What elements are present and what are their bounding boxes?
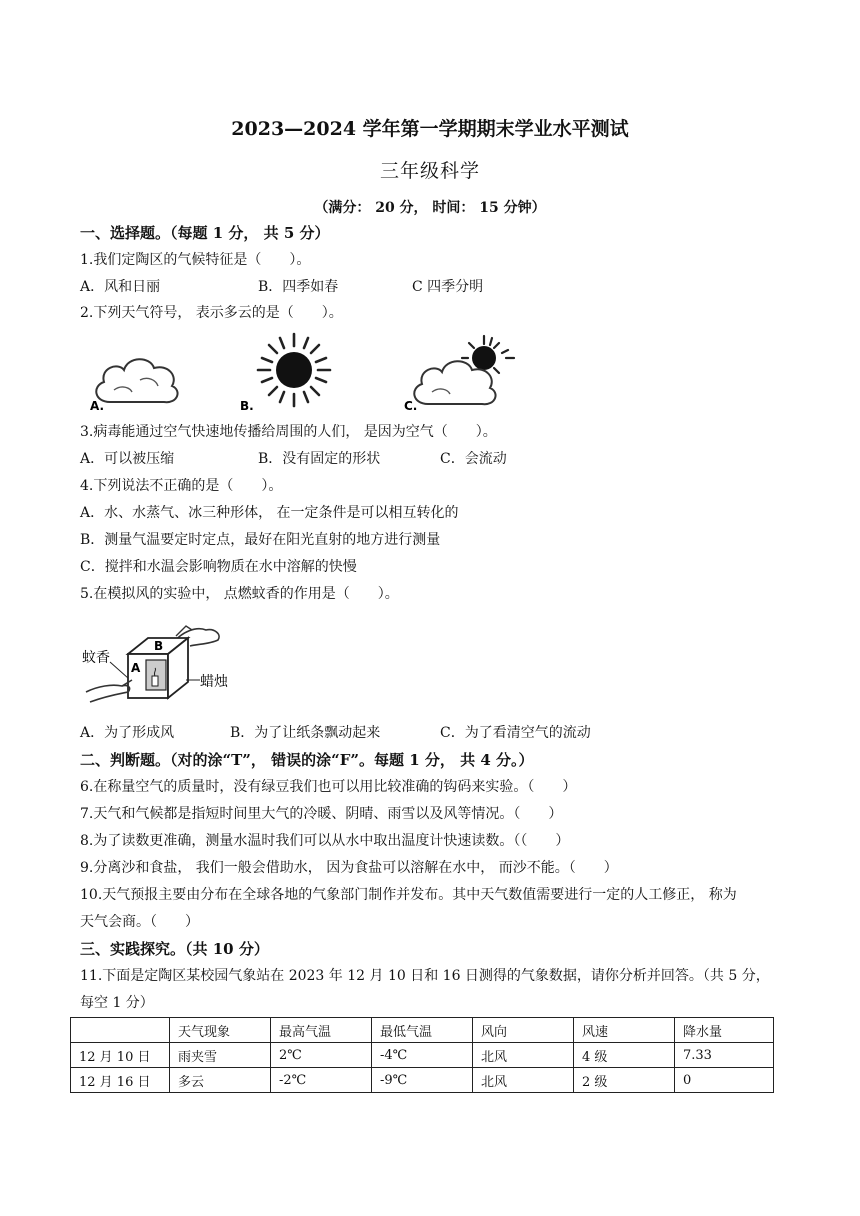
table-header-cell: [71, 1018, 170, 1043]
q1-option-b: B．四季如春: [258, 279, 339, 295]
q5-option-b: B．为了让纸条飘动起来: [230, 725, 381, 741]
table-cell: 12 月 10 日: [71, 1043, 170, 1068]
table-cell: -2℃: [271, 1068, 372, 1093]
partly-cloudy-icon: [398, 330, 518, 414]
table-cell: -9℃: [372, 1068, 473, 1093]
q11-text-line1: 11.下面是定陶区某校园气象站在 2023 年 12 月 10 日和 16 日测得的气象数据，请你分析并回答。（共 5 分，: [80, 968, 770, 984]
q4-option-a: A．水、水蒸气、冰三种形体， 在一定条件是可以相互转化的: [80, 505, 459, 521]
q2-label-a: A.: [90, 399, 105, 413]
exam-subtitle: 三年级科学: [379, 160, 480, 182]
fig-label-b: B: [154, 639, 164, 653]
q1-option-c: C 四季分明: [412, 279, 484, 295]
fig-label-incense: 蚊香: [82, 650, 110, 666]
table-cell: 雨夹雪: [170, 1043, 271, 1068]
table-cell: 2℃: [271, 1043, 372, 1068]
weather-data-table: [70, 1017, 774, 1093]
table-header-cell: 风速: [574, 1018, 675, 1043]
table-cell: 7.33: [675, 1043, 774, 1068]
q5-option-a: A．为了形成风: [80, 725, 175, 741]
fig-label-a: A: [131, 661, 141, 675]
table-cell: 4 级: [574, 1043, 675, 1068]
q5-stem: 5.在模拟风的实验中， 点燃蚊香的作用是（ ）。: [80, 586, 399, 602]
q1-option-a: A．风和日丽: [80, 279, 161, 295]
section2-heading: 二、判断题。（对的涂“T”， 错误的涂“F”。每题 1 分， 共 4 分。）: [80, 751, 534, 769]
q3-option-b: B．没有固定的形状: [258, 451, 381, 467]
q5-option-c: C．为了看清空气的流动: [440, 725, 591, 741]
table-header-cell: 最高气温: [271, 1018, 372, 1043]
q2-label-c: C.: [404, 399, 418, 413]
sun-icon: [236, 330, 336, 414]
q1-stem: 1.我们定陶区的气候特征是（ ）。: [80, 252, 311, 268]
q10-text-line1: 10.天气预报主要由分布在全球各地的气象部门制作并发布。其中天气数值需要进行一定的人工修正， 称为: [80, 887, 737, 903]
table-header-row: [71, 1018, 774, 1043]
q9-text: 9.分离沙和食盐， 我们一般会借助水， 因为食盐可以溶解在水中， 而沙不能。（ ）: [80, 860, 618, 876]
section1-heading: 一、选择题。（每题 1 分， 共 5 分）: [80, 224, 330, 242]
table-cell: 北风: [473, 1068, 574, 1093]
section3-heading: 三、实践探究。（共 10 分）: [80, 940, 269, 958]
q7-text: 7.天气和气候都是指短时间里大气的冷暖、阴晴、雨雪以及风等情况。（ ）: [80, 806, 563, 822]
q8-text: 8.为了读数更准确，测量水温时我们可以从水中取出温度计快速读数。（（ ）: [80, 833, 570, 849]
exam-title: 2023—2024 学年第一学期期末学业水平测试: [231, 118, 629, 140]
q3-stem: 3.病毒能通过空气快速地传播给周围的人们， 是因为空气（ ）。: [80, 424, 497, 440]
q3-option-a: A．可以被压缩: [80, 451, 175, 467]
table-cell: 多云: [170, 1068, 271, 1093]
table-row: [71, 1043, 774, 1068]
table-cell: 0: [675, 1068, 774, 1093]
q2-label-b: B.: [240, 399, 254, 413]
table-cell: 北风: [473, 1043, 574, 1068]
cloud-icon: [84, 330, 184, 414]
q2-stem: 2.下列天气符号， 表示多云的是（ ）。: [80, 305, 343, 321]
table-cell: 2 级: [574, 1068, 675, 1093]
table-header-cell: 风向: [473, 1018, 574, 1043]
q4-stem: 4.下列说法不正确的是（ ）。: [80, 478, 283, 494]
table-row: [71, 1068, 774, 1093]
table-header-cell: 降水量: [675, 1018, 774, 1043]
table-cell: 12 月 16 日: [71, 1068, 170, 1093]
table-header-cell: 天气现象: [170, 1018, 271, 1043]
table-cell: -4℃: [372, 1043, 473, 1068]
q4-option-c: C．搅拌和水温会影响物质在水中溶解的快慢: [80, 559, 357, 575]
q10-text-line2: 天气会商。（ ）: [80, 914, 199, 930]
q6-text: 6.在称量空气的质量时，没有绿豆我们也可以用比较准确的钩码来实验。（ ）: [80, 779, 577, 795]
q4-option-b: B．测量气温要定时定点，最好在阳光直射的地方进行测量: [80, 532, 441, 548]
q3-option-c: C．会流动: [440, 451, 507, 467]
exam-info: （满分： 20 分， 时间： 15 分钟）: [314, 200, 546, 216]
table-header-cell: 最低气温: [372, 1018, 473, 1043]
wind-experiment-figure: [82, 614, 232, 710]
fig-label-candle: 蜡烛: [200, 674, 228, 690]
q11-text-line2: 每空 1 分）: [80, 995, 154, 1011]
